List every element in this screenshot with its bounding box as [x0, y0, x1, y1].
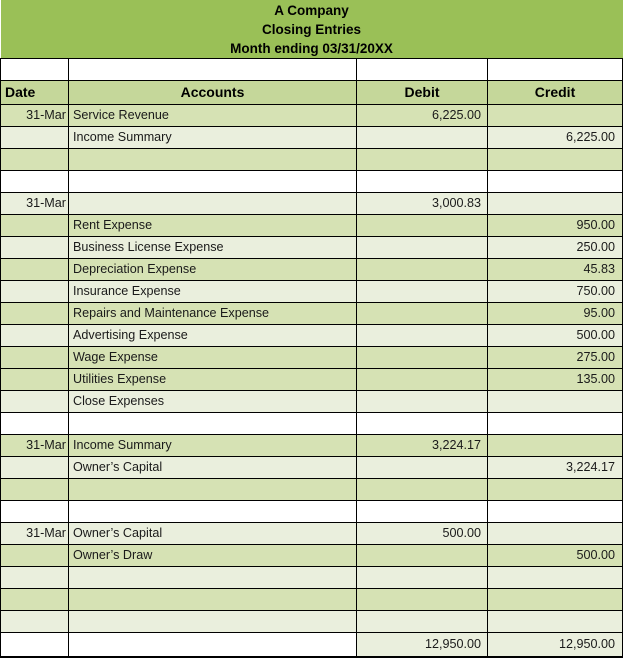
cell-date: [1, 149, 69, 171]
table-row: [1, 479, 623, 501]
cell-credit: [488, 479, 623, 501]
cell-debit: 3,000.83: [357, 193, 488, 215]
cell-debit: [357, 413, 488, 435]
cell-date: [1, 589, 69, 611]
cell-accounts: Service Revenue: [69, 105, 357, 127]
table-row: [1, 281, 623, 303]
cell-credit: [488, 193, 623, 215]
cell-credit: 95.00: [488, 303, 623, 325]
table-row: [1, 303, 623, 325]
cell-accounts: [69, 479, 357, 501]
cell-credit: 6,225.00: [488, 127, 623, 149]
cell-accounts: [69, 611, 357, 633]
spacer-row: [1, 59, 623, 81]
cell-accounts: Close Expenses: [69, 391, 357, 413]
table-row: [1, 567, 623, 589]
cell-date: [1, 127, 69, 149]
cell-accounts: Advertising Expense: [69, 325, 357, 347]
company-name: A Company: [1, 0, 623, 20]
cell-debit: [357, 347, 488, 369]
period-label: Month ending 03/31/20XX: [1, 39, 623, 59]
cell-debit: 500.00: [357, 523, 488, 545]
cell-debit: [357, 369, 488, 391]
cell-credit: 750.00: [488, 281, 623, 303]
statement-name: Closing Entries: [1, 20, 623, 39]
table-row: [1, 127, 623, 149]
cell-accounts: [69, 149, 357, 171]
cell-credit: [488, 435, 623, 457]
cell-credit: [488, 149, 623, 171]
table-row: [1, 413, 623, 435]
column-header-date: Date: [1, 81, 69, 105]
cell-credit: [488, 501, 623, 523]
cell-debit: [357, 545, 488, 567]
table-row: [1, 391, 623, 413]
totals-cell-credit: 12,950.00: [488, 633, 623, 658]
cell-accounts: [69, 567, 357, 589]
cell-date: [1, 391, 69, 413]
cell-credit: 500.00: [488, 325, 623, 347]
table-row: [1, 369, 623, 391]
table-row: [1, 611, 623, 633]
cell-accounts: Rent Expense: [69, 215, 357, 237]
cell-debit: [357, 325, 488, 347]
cell-debit: [357, 281, 488, 303]
cell-date: 31-Mar: [1, 193, 69, 215]
cell-accounts: Depreciation Expense: [69, 259, 357, 281]
cell-debit: 6,225.00: [357, 105, 488, 127]
table-row: [1, 149, 623, 171]
cell-date: [1, 567, 69, 589]
cell-credit: 250.00: [488, 237, 623, 259]
table-row: [1, 457, 623, 479]
cell-credit: [488, 171, 623, 193]
title-row-company: [1, 0, 623, 20]
title-row-statement: [1, 20, 623, 39]
column-header-credit: Credit: [488, 81, 623, 105]
cell-accounts: [69, 193, 357, 215]
cell-credit: [488, 391, 623, 413]
cell-debit: [357, 149, 488, 171]
table-row: [1, 237, 623, 259]
cell-date: [1, 347, 69, 369]
column-header-debit: Debit: [357, 81, 488, 105]
cell-accounts: Income Summary: [69, 435, 357, 457]
table-row: [1, 325, 623, 347]
cell-debit: [357, 127, 488, 149]
cell-date: [1, 325, 69, 347]
cell-accounts: [69, 413, 357, 435]
table-row: [1, 259, 623, 281]
cell-debit: [357, 171, 488, 193]
table-row: [1, 435, 623, 457]
cell-accounts: Owner’s Capital: [69, 457, 357, 479]
cell-date: [1, 479, 69, 501]
spacer-cell-date: [1, 59, 69, 81]
cell-credit: [488, 105, 623, 127]
cell-accounts: Insurance Expense: [69, 281, 357, 303]
cell-accounts: Owner’s Draw: [69, 545, 357, 567]
cell-date: [1, 457, 69, 479]
cell-accounts: Wage Expense: [69, 347, 357, 369]
cell-debit: [357, 303, 488, 325]
cell-credit: 135.00: [488, 369, 623, 391]
table-row: [1, 105, 623, 127]
cell-date: [1, 413, 69, 435]
table-row: [1, 215, 623, 237]
column-header-row: [1, 81, 623, 105]
cell-date: 31-Mar: [1, 523, 69, 545]
table-row: [1, 523, 623, 545]
cell-date: 31-Mar: [1, 105, 69, 127]
cell-date: [1, 215, 69, 237]
table-row: [1, 545, 623, 567]
cell-date: [1, 171, 69, 193]
totals-cell-accounts: [69, 633, 357, 658]
spacer-cell-debit: [357, 59, 488, 81]
cell-accounts: Owner’s Capital: [69, 523, 357, 545]
cell-credit: [488, 589, 623, 611]
table-row: [1, 501, 623, 523]
cell-credit: 3,224.17: [488, 457, 623, 479]
cell-date: [1, 259, 69, 281]
cell-debit: [357, 501, 488, 523]
cell-credit: [488, 611, 623, 633]
cell-accounts: [69, 171, 357, 193]
totals-cell-debit: 12,950.00: [357, 633, 488, 658]
cell-accounts: Business License Expense: [69, 237, 357, 259]
cell-debit: [357, 479, 488, 501]
cell-date: [1, 501, 69, 523]
cell-credit: 500.00: [488, 545, 623, 567]
cell-debit: [357, 215, 488, 237]
table-row: [1, 193, 623, 215]
cell-credit: [488, 567, 623, 589]
cell-credit: [488, 523, 623, 545]
cell-credit: 45.83: [488, 259, 623, 281]
column-header-accounts: Accounts: [69, 81, 357, 105]
cell-accounts: [69, 501, 357, 523]
cell-accounts: Repairs and Maintenance Expense: [69, 303, 357, 325]
cell-date: [1, 611, 69, 633]
cell-debit: 3,224.17: [357, 435, 488, 457]
totals-cell-date: [1, 633, 69, 658]
spacer-cell-accounts: [69, 59, 357, 81]
cell-credit: [488, 413, 623, 435]
table-body: [1, 0, 623, 657]
totals-row: [1, 633, 623, 658]
cell-debit: [357, 567, 488, 589]
cell-accounts: Utilities Expense: [69, 369, 357, 391]
cell-credit: 275.00: [488, 347, 623, 369]
table-row: [1, 589, 623, 611]
title-row-period: [1, 39, 623, 59]
cell-date: [1, 237, 69, 259]
cell-date: [1, 303, 69, 325]
cell-date: [1, 281, 69, 303]
cell-accounts: [69, 589, 357, 611]
table-row: [1, 171, 623, 193]
cell-credit: 950.00: [488, 215, 623, 237]
cell-debit: [357, 457, 488, 479]
table-row: [1, 347, 623, 369]
spacer-cell-credit: [488, 59, 623, 81]
cell-debit: [357, 589, 488, 611]
cell-debit: [357, 391, 488, 413]
cell-accounts: Income Summary: [69, 127, 357, 149]
cell-date: 31-Mar: [1, 435, 69, 457]
cell-debit: [357, 611, 488, 633]
cell-debit: [357, 259, 488, 281]
cell-date: [1, 369, 69, 391]
cell-debit: [357, 237, 488, 259]
cell-date: [1, 545, 69, 567]
